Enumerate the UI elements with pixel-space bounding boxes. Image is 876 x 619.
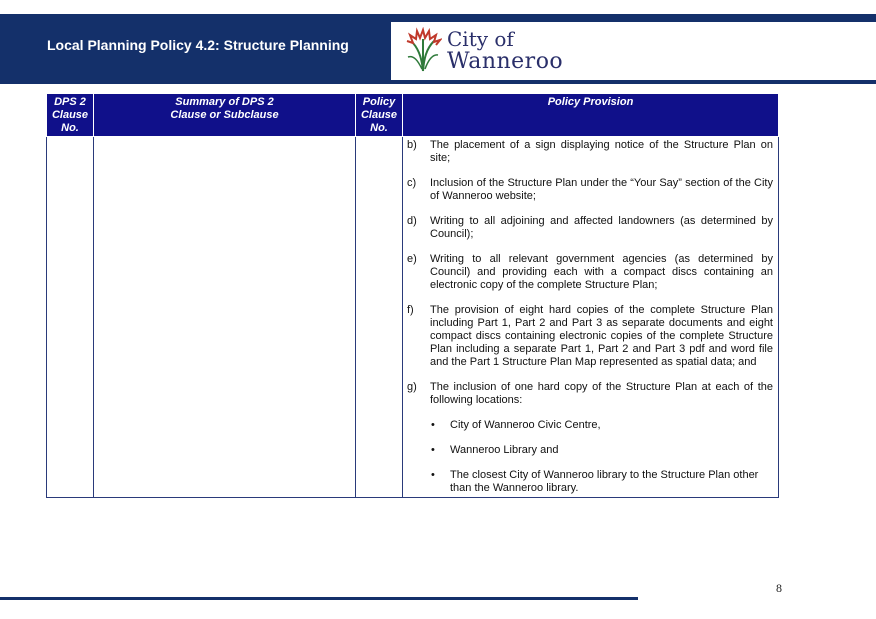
- header-text: Clause or Subclause: [170, 109, 279, 121]
- bullet-text: City of Wanneroo Civic Centre,: [450, 419, 601, 431]
- provision-item: [407, 215, 773, 241]
- provision-item: [407, 381, 773, 407]
- page-number: 8: [776, 581, 782, 595]
- provision-label: f): [407, 304, 414, 316]
- provision-label: d): [407, 215, 417, 227]
- logo-text-city-of: City of: [447, 27, 514, 51]
- bullet-icon: •: [431, 419, 435, 431]
- table-row: [47, 137, 779, 498]
- cell-policy-provision: [403, 137, 779, 498]
- provision-text: The inclusion of one hard copy of the Structure Plan at each of the following locations:: [430, 381, 773, 406]
- provision-item: [407, 304, 773, 369]
- header-dps-clause-no: [47, 94, 94, 137]
- header-summary: [94, 94, 356, 137]
- provision-label: c): [407, 177, 417, 189]
- provision-text: Writing to all adjoining and affected landowners (as determined by Council);: [430, 215, 773, 240]
- location-bullet: [431, 419, 773, 432]
- header-text: Clause: [360, 109, 398, 121]
- provision-label: e): [407, 253, 417, 265]
- table-header-row: [47, 94, 779, 137]
- bullet-text: Wanneroo Library and: [450, 444, 559, 456]
- header-text: Policy Provision: [547, 96, 634, 108]
- bullet-icon: •: [431, 469, 435, 481]
- provision-item: [407, 177, 773, 203]
- header-policy-clause-no: [356, 94, 403, 137]
- logo-text-wanneroo: Wanneroo: [447, 49, 564, 74]
- header-policy-provision: [403, 94, 779, 137]
- header-text: No.: [370, 122, 388, 134]
- provision-text: The provision of eight hard copies of the complete Structure Plan including Part 1, Part 2 and Part 3 as separate documents and eight compact discs containing electronic copies of the complete Structure Plan including a separate Part 1, Part 2 and Part 3 pdf and word file and the Part 1 Structure Plan Map represented as spatial data; and: [430, 304, 773, 368]
- header-text: Policy: [362, 96, 396, 108]
- location-bullet: [431, 469, 773, 495]
- cell-policy-clause: [356, 137, 403, 498]
- provision-text: Writing to all relevant government agencies (as determined by Council) and providing each with a compact discs containing an electronic copy of the complete Structure Plan;: [430, 253, 773, 291]
- provision-item: [407, 253, 773, 292]
- provision-text: Inclusion of the Structure Plan under the “Your Say” section of the City of Wanneroo website;: [430, 177, 773, 202]
- bullet-text: The closest City of Wanneroo library to the Structure Plan other than the Wanneroo library.: [450, 469, 759, 494]
- header-text: Clause: [51, 109, 89, 121]
- provision-text: The placement of a sign displaying notice of the Structure Plan on site;: [430, 139, 773, 164]
- location-bullet: [431, 444, 773, 457]
- cell-summary: [94, 137, 356, 498]
- cell-dps-clause: [47, 137, 94, 498]
- header-text: Summary of DPS 2: [175, 96, 274, 108]
- footer-rule: [0, 597, 638, 600]
- provision-item: [407, 139, 773, 165]
- document-title: Local Planning Policy 4.2: Structure Planning: [47, 37, 349, 53]
- kangaroo-paw-logo-icon: [404, 27, 442, 73]
- header-text: No.: [61, 122, 79, 134]
- provision-label: b): [407, 139, 417, 151]
- provision-label: g): [407, 381, 417, 393]
- bullet-icon: •: [431, 444, 435, 456]
- policy-table: [46, 93, 779, 498]
- header-text: DPS 2: [54, 96, 86, 108]
